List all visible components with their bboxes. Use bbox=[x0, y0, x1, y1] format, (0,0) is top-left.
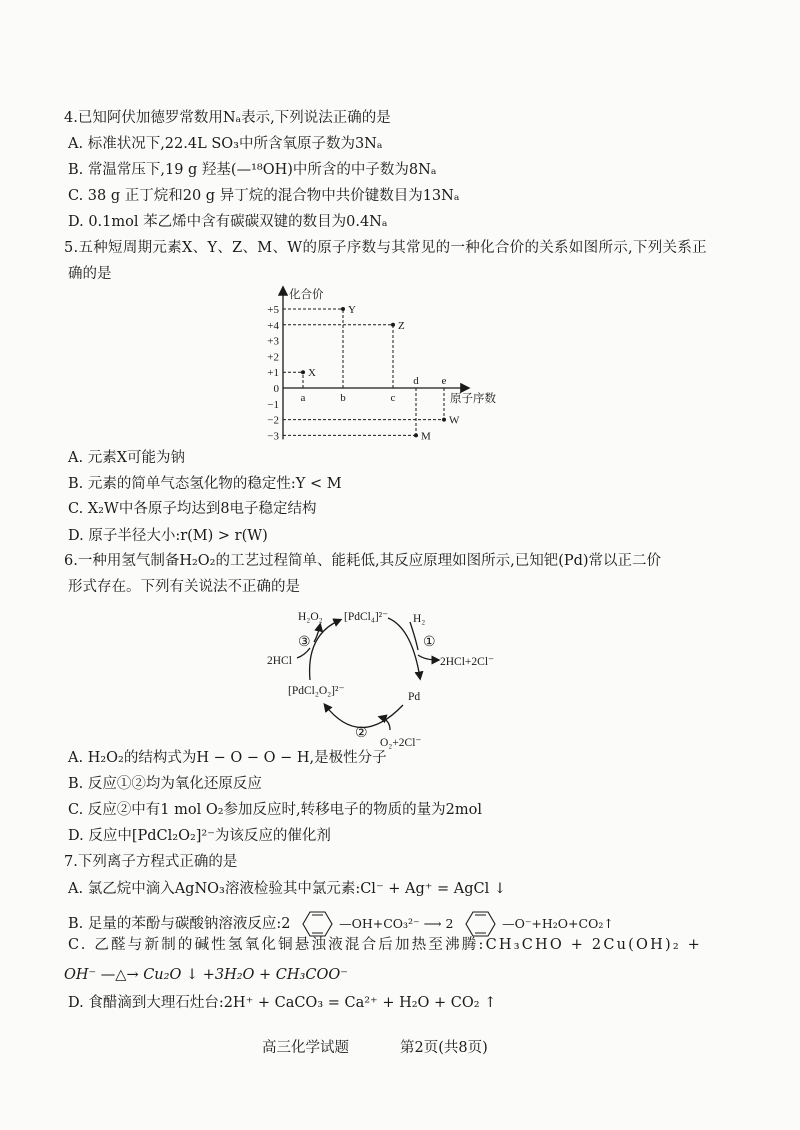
q7-option-b-prefix: B. 足量的苯酚与碳酸钠溶液反应:2 bbox=[68, 916, 291, 932]
y-tick-label: +3 bbox=[267, 335, 279, 348]
x-tick-label-d: d bbox=[413, 375, 419, 387]
label-step2: ② bbox=[355, 726, 368, 741]
q4-option-c: C. 38 g 正丁烷和20 g 异丁烷的混合物中共价键数目为13Nₐ bbox=[68, 188, 460, 204]
q6-option-b: B. 反应①②均为氧化还原反应 bbox=[68, 776, 262, 792]
y-tick-label: +1 bbox=[267, 367, 279, 380]
y-tick-label: −3 bbox=[267, 430, 279, 443]
point-label-X: X bbox=[308, 367, 316, 380]
y-tick-label: +5 bbox=[267, 304, 279, 316]
x-axis-label: 原子序数 bbox=[450, 393, 496, 405]
label-pdcl4: [PdCl₄]²⁻ bbox=[344, 611, 389, 623]
data-point-M bbox=[414, 433, 418, 437]
q6-option-d: D. 反应中[PdCl₂O₂]²⁻为该反应的催化剂 bbox=[68, 828, 331, 844]
q7-option-b-mid: —OH+CO₃²⁻ ⟶ 2 bbox=[339, 916, 454, 931]
label-step3: ③ bbox=[298, 635, 311, 650]
q6-stem-cont: 形式存在。下列有关说法不正确的是 bbox=[68, 579, 300, 595]
data-point-Z bbox=[391, 323, 395, 327]
x-tick-label-c: c bbox=[390, 392, 396, 404]
benzene-ring-icon bbox=[295, 909, 339, 939]
label-o2-2cl: O₂+2Cl⁻ bbox=[380, 737, 422, 749]
q7-option-b-suffix: —O⁻+H₂O+CO₂↑ bbox=[502, 916, 614, 931]
q6-option-a: A. H₂O₂的结构式为H − O − O − H,是极性分子 bbox=[68, 750, 387, 766]
q6-option-c: C. 反应②中有1 mol O₂参加反应时,转移电子的物质的量为2mol bbox=[68, 802, 483, 818]
label-2hcl-2cl: 2HCl+2Cl⁻ bbox=[440, 656, 495, 668]
arc-step2 bbox=[325, 705, 403, 728]
arc-step1 bbox=[388, 618, 420, 678]
x-tick-label-e: e bbox=[441, 375, 447, 387]
point-label-Y: Y bbox=[348, 304, 356, 316]
q7-option-c: C. 乙醛与新制的碱性氢氧化铜悬浊液混合后加热至沸腾:CH₃CHO + 2Cu(OH)₂ + bbox=[68, 937, 703, 953]
q7-option-a: A. 氯乙烷中滴入AgNO₃溶液检验其中氯元素:Cl⁻ + Ag⁺ = AgCl ↓ bbox=[68, 881, 506, 897]
y-tick-label: −2 bbox=[267, 414, 279, 427]
footer-page-number: 第2页(共8页) bbox=[400, 1040, 488, 1056]
y-tick-label: +4 bbox=[267, 319, 279, 332]
point-label-Z: Z bbox=[398, 319, 405, 332]
y-axis-label: 化合价 bbox=[289, 289, 324, 301]
q5-option-d: D. 原子半径大小:r(M) > r(W) bbox=[68, 528, 268, 544]
q4-option-b: B. 常温常压下,19 g 羟基(—¹⁸OH)中所含的中子数为8Nₐ bbox=[68, 162, 437, 178]
data-point-X bbox=[301, 370, 305, 374]
arrow-2hcl-out bbox=[418, 655, 438, 660]
q6-stem: 6.一种用氢气制备H₂O₂的工艺过程简单、能耗低,其反应原理如图所示,已知钯(Pd)常以正二价 bbox=[64, 553, 662, 569]
arc-step3 bbox=[310, 620, 340, 680]
x-tick-label-a: a bbox=[300, 392, 306, 404]
reaction-cycle-diagram bbox=[240, 600, 500, 760]
label-pd: Pd bbox=[408, 691, 421, 703]
q5-option-b: B. 元素的简单气态氢化物的稳定性:Y < M bbox=[68, 476, 342, 492]
q7-stem: 7.下列离子方程式正确的是 bbox=[64, 854, 238, 870]
benzene-ring-icon bbox=[458, 909, 502, 939]
label-h2: H₂ bbox=[413, 613, 426, 625]
q4-option-a: A. 标准状况下,22.4L SO₃中所含氧原子数为3Nₐ bbox=[68, 136, 383, 152]
data-point-Y bbox=[341, 307, 345, 311]
label-pdcl2o2: [PdCl₂O₂]²⁻ bbox=[288, 685, 345, 697]
x-tick-label-b: b bbox=[340, 392, 346, 404]
q5-option-a: A. 元素X可能为钠 bbox=[68, 450, 186, 466]
y-tick-label: −1 bbox=[267, 398, 279, 411]
q4-stem: 4.已知阿伏加德罗常数用Nₐ表示,下列说法正确的是 bbox=[64, 110, 391, 126]
footer-title: 高三化学试题 bbox=[262, 1040, 349, 1056]
valence-chart bbox=[240, 280, 550, 450]
q5-stem: 5.五种短周期元素X、Y、Z、M、W的原子序数与其常见的一种化合价的关系如图所示,下列关系正 bbox=[64, 240, 707, 256]
label-h2o2: H₂O₂ bbox=[298, 611, 323, 623]
label-step1: ① bbox=[423, 635, 436, 650]
y-tick-label: 0 bbox=[273, 383, 279, 395]
q7-option-c-cont: OH⁻ —△→ Cu₂O ↓ +3H₂O + CH₃COO⁻ bbox=[64, 967, 348, 983]
label-2hcl: 2HCl bbox=[267, 655, 292, 667]
point-label-W: W bbox=[449, 414, 460, 427]
point-label-M: M bbox=[421, 430, 431, 443]
q5-option-c: C. X₂W中各原子均达到8电子稳定结构 bbox=[68, 501, 317, 517]
y-tick-label: +2 bbox=[267, 351, 279, 364]
q7-option-b bbox=[68, 909, 614, 939]
q5-stem-cont: 确的是 bbox=[68, 266, 112, 282]
arrow-o2-in bbox=[380, 717, 390, 730]
q4-option-d: D. 0.1mol 苯乙烯中含有碳碳双键的数目为0.4Nₐ bbox=[68, 214, 388, 230]
data-point-W bbox=[442, 418, 446, 422]
q7-option-d: D. 食醋滴到大理石灶台:2H⁺ + CaCO₃ = Ca²⁺ + H₂O + CO₂ ↑ bbox=[68, 995, 497, 1011]
